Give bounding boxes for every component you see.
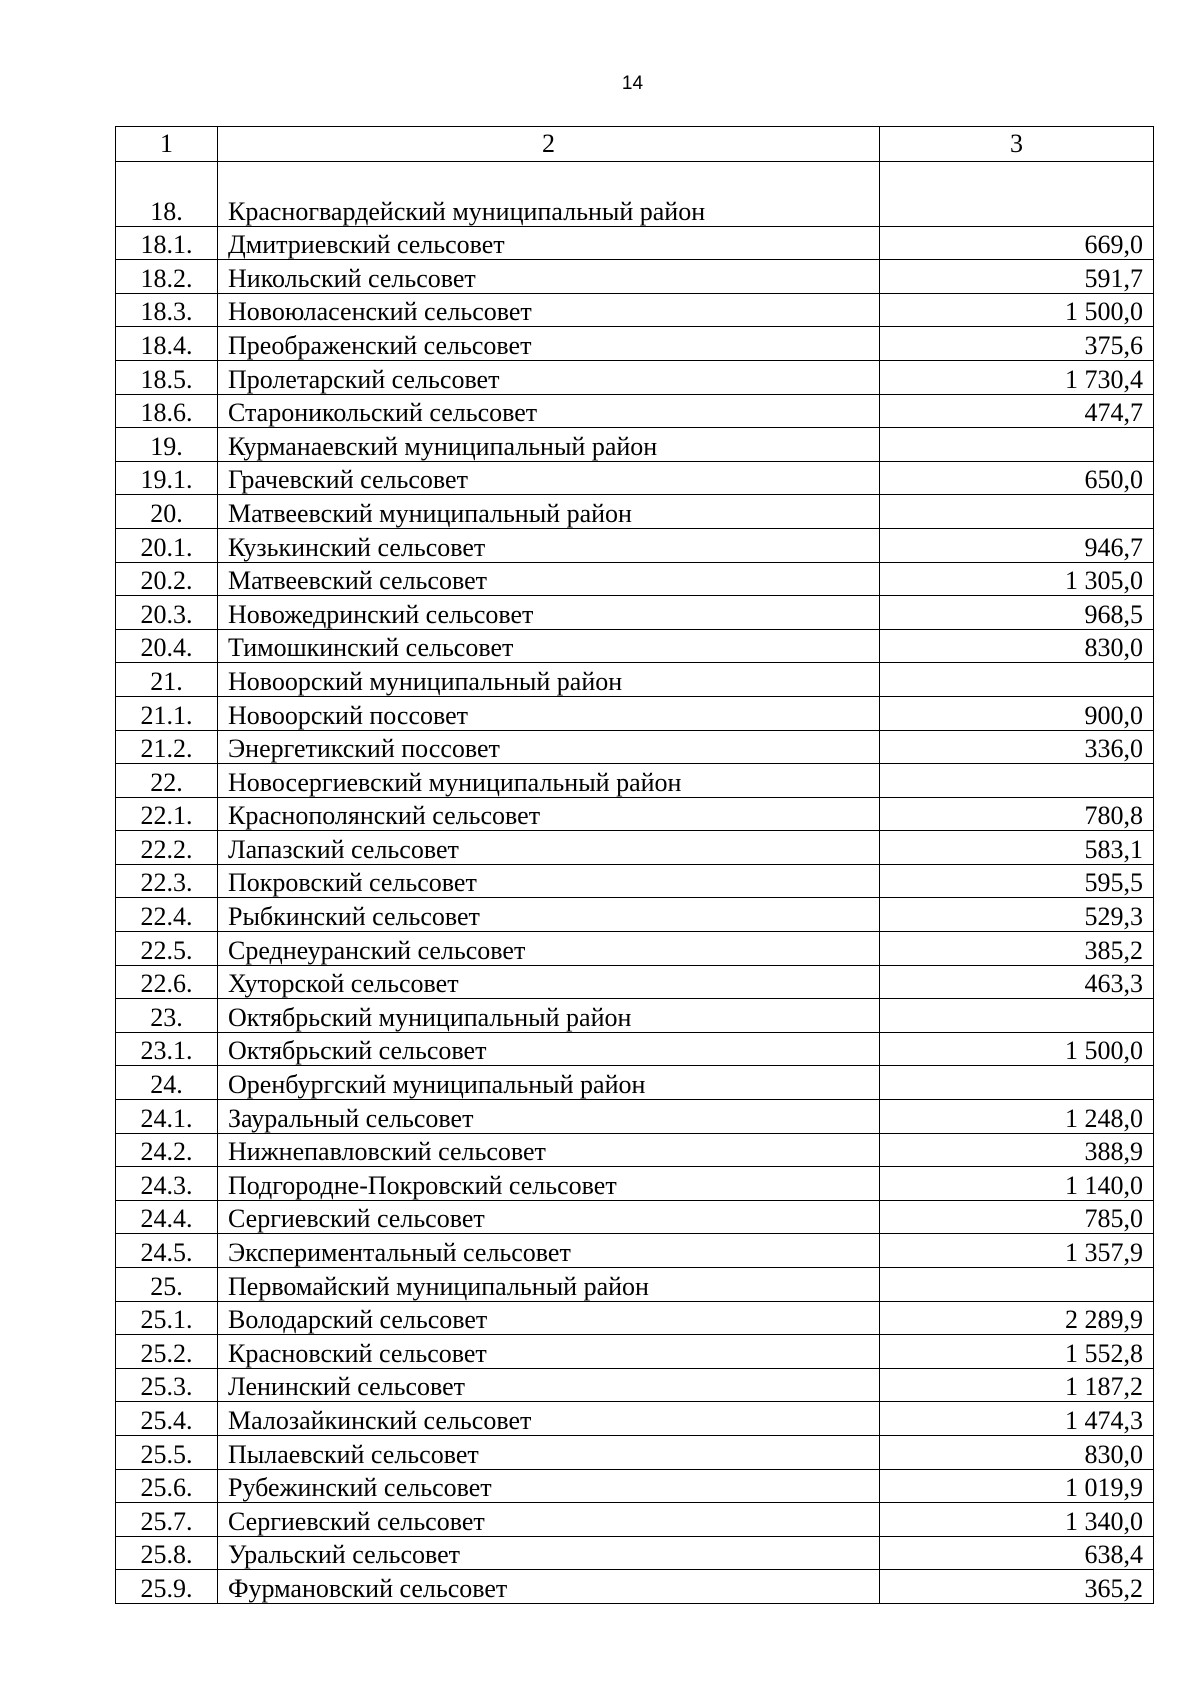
row-number-cell: 25.2. (116, 1335, 218, 1369)
row-name-cell: Новоорский поссовет (218, 696, 880, 730)
row-name-cell: Пылаевский сельсовет (218, 1435, 880, 1469)
row-name-cell: Фурмановский сельсовет (218, 1570, 880, 1604)
row-value-cell: 830,0 (880, 629, 1154, 663)
row-number-cell: 18. (116, 193, 218, 226)
row-name-cell: Октябрьский муниципальный район (218, 999, 880, 1033)
row-number-cell: 24.1. (116, 1100, 218, 1134)
table-row (116, 1570, 1154, 1604)
table-row (116, 327, 1154, 361)
row-number-cell: 21. (116, 663, 218, 697)
row-name-cell: Сергиевский сельсовет (218, 1200, 880, 1234)
table-row (116, 562, 1154, 596)
row-number-cell: 19. (116, 428, 218, 462)
row-value-cell: 1 357,9 (880, 1234, 1154, 1268)
row-name-cell: Матвеевский муниципальный район (218, 495, 880, 529)
table-row (116, 663, 1154, 697)
table-row (116, 831, 1154, 865)
row-value-cell: 388,9 (880, 1133, 1154, 1167)
row-number-cell: 22.3. (116, 864, 218, 898)
row-value-cell: 595,5 (880, 864, 1154, 898)
row-value-cell: 1 552,8 (880, 1335, 1154, 1369)
row-number-cell: 18.4. (116, 327, 218, 361)
row-number-cell: 20. (116, 495, 218, 529)
row-name-cell: Лапазский сельсовет (218, 831, 880, 865)
row-value-cell (880, 1268, 1154, 1302)
row-value-cell: 529,3 (880, 898, 1154, 932)
row-name-cell: Никольский сельсовет (218, 260, 880, 294)
row-name-cell: Красногвардейский муниципальный район (218, 193, 880, 226)
row-value-cell (880, 428, 1154, 462)
row-name-cell: Преображенский сельсовет (218, 327, 880, 361)
row-name-cell: Староникольский сельсовет (218, 394, 880, 428)
row-number-cell: 25.4. (116, 1402, 218, 1436)
row-value-cell: 474,7 (880, 394, 1154, 428)
table-row (116, 898, 1154, 932)
table-row (116, 1167, 1154, 1201)
row-number-cell: 24.2. (116, 1133, 218, 1167)
table-row (116, 864, 1154, 898)
table-row (116, 932, 1154, 966)
row-value-cell (880, 1066, 1154, 1100)
row-value-cell: 900,0 (880, 696, 1154, 730)
table-row (116, 1032, 1154, 1066)
row-number-cell: 25.9. (116, 1570, 218, 1604)
row-number-cell: 24. (116, 1066, 218, 1100)
table-row (116, 965, 1154, 999)
row-number-cell: 21.2. (116, 730, 218, 764)
row-name-cell: Красновский сельсовет (218, 1335, 880, 1369)
row-value-cell: 1 500,0 (880, 293, 1154, 327)
table-body (116, 162, 1154, 1604)
row-name-cell: Володарский сельсовет (218, 1301, 880, 1335)
row-name-cell: Зауральный сельсовет (218, 1100, 880, 1134)
table-row (116, 764, 1154, 798)
row-number-cell: 23.1. (116, 1032, 218, 1066)
row-value-cell: 591,7 (880, 260, 1154, 294)
row-value-cell: 785,0 (880, 1200, 1154, 1234)
row-value-cell: 1 305,0 (880, 562, 1154, 596)
table-row (116, 1435, 1154, 1469)
row-name-cell: Тимошкинский сельсовет (218, 629, 880, 663)
row-name-cell: Малозайкинский сельсовет (218, 1402, 880, 1436)
row-value-cell: 375,6 (880, 327, 1154, 361)
table-row (116, 1335, 1154, 1369)
row-name-cell: Рубежинский сельсовет (218, 1469, 880, 1503)
row-name-cell: Матвеевский сельсовет (218, 562, 880, 596)
table-row (116, 999, 1154, 1033)
row-name-cell: Нижнепавловский сельсовет (218, 1133, 880, 1167)
row-name-cell: Новосергиевский муниципальный район (218, 764, 880, 798)
row-value-cell: 1 500,0 (880, 1032, 1154, 1066)
row-number-cell: 22.4. (116, 898, 218, 932)
row-number-cell: 19.1. (116, 461, 218, 495)
column-header-name: 2 (218, 127, 880, 162)
table-row (116, 1200, 1154, 1234)
row-name-cell: Оренбургский муниципальный район (218, 1066, 880, 1100)
row-name-cell: Новоорский муниципальный район (218, 663, 880, 697)
table-row (116, 596, 1154, 630)
row-value-cell: 1 019,9 (880, 1469, 1154, 1503)
row-value-cell: 365,2 (880, 1570, 1154, 1604)
table-row (116, 528, 1154, 562)
row-name-cell: Грачевский сельсовет (218, 461, 880, 495)
row-number-cell: 24.3. (116, 1167, 218, 1201)
column-header-number: 1 (116, 127, 218, 162)
row-name-cell: Экспериментальный сельсовет (218, 1234, 880, 1268)
row-number-cell: 25. (116, 1268, 218, 1302)
row-name-cell: Рыбкинский сельсовет (218, 898, 880, 932)
row-number-cell: 22. (116, 764, 218, 798)
table-row (116, 193, 1154, 226)
row-name-cell: Краснополянский сельсовет (218, 797, 880, 831)
row-value-cell: 638,4 (880, 1536, 1154, 1570)
row-value-cell: 385,2 (880, 932, 1154, 966)
row-value-cell: 1 248,0 (880, 1100, 1154, 1134)
row-name-cell: Энергетикский поссовет (218, 730, 880, 764)
table-row (116, 1368, 1154, 1402)
row-number-cell: 25.6. (116, 1469, 218, 1503)
row-value-cell: 669,0 (880, 226, 1154, 260)
table-row (116, 461, 1154, 495)
row-name-cell: Октябрьский сельсовет (218, 1032, 880, 1066)
table-row (116, 797, 1154, 831)
row-number-cell: 25.3. (116, 1368, 218, 1402)
row-value-cell (880, 495, 1154, 529)
row-value-cell: 2 289,9 (880, 1301, 1154, 1335)
row-value-cell: 1 340,0 (880, 1503, 1154, 1537)
row-name-cell: Новожедринский сельсовет (218, 596, 880, 630)
table-row (116, 696, 1154, 730)
row-name-cell: Покровский сельсовет (218, 864, 880, 898)
table-row (116, 360, 1154, 394)
table-row (116, 629, 1154, 663)
row-value-cell (880, 764, 1154, 798)
table-row (116, 260, 1154, 294)
table-row (116, 1503, 1154, 1537)
header-spacer-row (116, 162, 1154, 194)
table-row (116, 1100, 1154, 1134)
row-name-cell: Первомайский муниципальный район (218, 1268, 880, 1302)
row-number-cell: 24.4. (116, 1200, 218, 1234)
row-number-cell: 18.5. (116, 360, 218, 394)
table-header-row (116, 127, 1154, 162)
table-row (116, 1234, 1154, 1268)
row-number-cell: 20.2. (116, 562, 218, 596)
row-value-cell (880, 193, 1154, 226)
row-number-cell: 25.7. (116, 1503, 218, 1537)
row-number-cell: 22.5. (116, 932, 218, 966)
row-name-cell: Уральский сельсовет (218, 1536, 880, 1570)
row-name-cell: Сергиевский сельсовет (218, 1503, 880, 1537)
row-name-cell: Новоюласенский сельсовет (218, 293, 880, 327)
row-name-cell: Среднеуранский сельсовет (218, 932, 880, 966)
row-number-cell: 24.5. (116, 1234, 218, 1268)
column-header-value: 3 (880, 127, 1154, 162)
table-row (116, 1066, 1154, 1100)
data-table (115, 126, 1154, 1604)
row-number-cell: 18.2. (116, 260, 218, 294)
table-row (116, 1133, 1154, 1167)
row-name-cell: Хуторской сельсовет (218, 965, 880, 999)
row-name-cell: Кузькинский сельсовет (218, 528, 880, 562)
row-value-cell (880, 999, 1154, 1033)
table-row (116, 394, 1154, 428)
row-number-cell: 22.2. (116, 831, 218, 865)
row-value-cell: 946,7 (880, 528, 1154, 562)
row-number-cell: 21.1. (116, 696, 218, 730)
table-row (116, 1268, 1154, 1302)
row-value-cell: 583,1 (880, 831, 1154, 865)
row-value-cell: 968,5 (880, 596, 1154, 630)
table-row (116, 428, 1154, 462)
row-number-cell: 22.1. (116, 797, 218, 831)
row-name-cell: Дмитриевский сельсовет (218, 226, 880, 260)
row-value-cell: 1 140,0 (880, 1167, 1154, 1201)
row-value-cell: 1 187,2 (880, 1368, 1154, 1402)
row-name-cell: Пролетарский сельсовет (218, 360, 880, 394)
row-number-cell: 18.3. (116, 293, 218, 327)
page-number: 14 (621, 73, 644, 94)
table-row (116, 1301, 1154, 1335)
row-number-cell: 18.6. (116, 394, 218, 428)
row-number-cell: 25.5. (116, 1435, 218, 1469)
row-value-cell: 780,8 (880, 797, 1154, 831)
row-value-cell: 463,3 (880, 965, 1154, 999)
row-name-cell: Курманаевский муниципальный район (218, 428, 880, 462)
table-row (116, 1469, 1154, 1503)
row-value-cell: 1 474,3 (880, 1402, 1154, 1436)
table-row (116, 730, 1154, 764)
row-number-cell: 25.8. (116, 1536, 218, 1570)
row-number-cell: 20.1. (116, 528, 218, 562)
row-value-cell: 1 730,4 (880, 360, 1154, 394)
row-value-cell: 336,0 (880, 730, 1154, 764)
table-row (116, 1402, 1154, 1436)
row-number-cell: 20.3. (116, 596, 218, 630)
table-row (116, 495, 1154, 529)
table-row (116, 226, 1154, 260)
row-number-cell: 20.4. (116, 629, 218, 663)
row-number-cell: 22.6. (116, 965, 218, 999)
row-name-cell: Ленинский сельсовет (218, 1368, 880, 1402)
row-number-cell: 23. (116, 999, 218, 1033)
row-name-cell: Подгородне-Покровский сельсовет (218, 1167, 880, 1201)
row-value-cell (880, 663, 1154, 697)
table-row (116, 293, 1154, 327)
row-number-cell: 18.1. (116, 226, 218, 260)
row-value-cell: 650,0 (880, 461, 1154, 495)
row-value-cell: 830,0 (880, 1435, 1154, 1469)
row-number-cell: 25.1. (116, 1301, 218, 1335)
table-row (116, 1536, 1154, 1570)
